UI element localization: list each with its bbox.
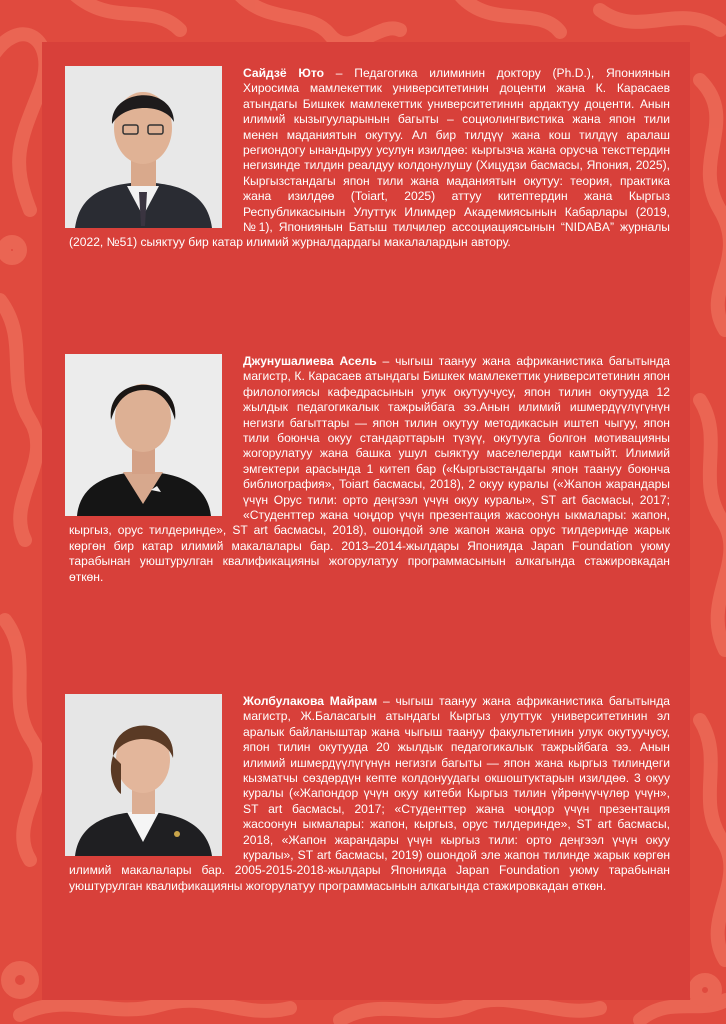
portrait-man-suit-icon <box>65 66 222 228</box>
profile-name: Сайдзё Юто <box>243 66 324 80</box>
portrait-woman-black-dress-icon <box>65 354 222 516</box>
profile-bio: – чыгыш таануу жана африканистика багытында магистр, К. Карасаев атындагы Бишкек мамлекеттик университетинин япон филологиясы кафедрасынын улук окутуучусу, япон тилин окутууда 12 жылдык педагогикалык тажрыйбага ээ.Анын илимий ишмердүүлүгүнүн негизги багыттары — япон тилин окутуу методикасын иштеп чыгуу, япон тили боюнча окуу стандарттарын түзүү, окутууга болгон мотивацияны жогорулатуу жана башка ушул сыяктуу маселелерди камтыйт. Илимий эмгектери арасында 1 китеп бар («Кыргызстандагы япон таануу боюнча библиография», Toiart басмасы, 2018), 2 окуу куралы («Жапон жарандары үчүн Орус тили: орто деңгээл үчүн окуу куралы», ST art басмасы, 2017; «Студенттер жана чоңдор үчүн презентация жасоонун ыкмалары: жапон, кыргыз, орус тилдеринде», ST art басмасы, 2018), ошондой эле жапон жана орус тилдеринде жарык көргөн бир катар илимий макалалары бар. 2013–2014-жылдары Японияда Japan Foundation уюму тарабынан уюштурулган квалификацияны жогорулатуу программасынын алкагында стажировкадан өткөн. <box>69 354 670 584</box>
profile-photo <box>65 694 222 856</box>
profile-entry <box>42 354 690 585</box>
content-panel <box>42 42 690 1000</box>
profile-name: Жолбулакова Майрам <box>243 694 378 708</box>
profile-name: Джунушалиева Асель <box>243 354 377 368</box>
profile-photo <box>65 354 222 516</box>
portrait-woman-blazer-icon <box>65 694 222 856</box>
profile-bio: – чыгыш таануу жана африканистика багытында магистр, Ж.Баласагын атындагы Кыргыз улуттук университетинин эл аралык байланыштар жана чыгыш таануу факультетинин улук окутуучусу, япон тилин окутууда 20 жылдык педагогикалык тажрыйбага ээ. Анын илимий ишмердүүлүгүнүн негизги багыты — япон жана кыргыз тилиндеги кызматчы сөздөрдүн кепте колдонуудагы окшоштуктарын изилдөө. 3 окуу куралы («Жапондор үчүн окуу китеби Кыргыз тилин үйрөнүүчүлөр үчүн», ST art басмасы, 2017; «Студенттер жана чоңдор үчүн презентация жасоонун ыкмалары: жапон, кыргыз, орус тилдеринде», ST art басмасы, 2018, «Жапон жарандары үчүн кыргыз тили: орто деңгээл үчүн окуу куралы», ST art басмасы, 2019) ошондой эле жапон тилинде жарык көргөн илимий макалалары бар. 2005-2015-2018-жылдары Японияда Japan Foundation уюму тарабынан уюштурулган квалификацияны жогорулатуу программасынын алкагында стажировкадан өткөн. <box>69 694 670 893</box>
profile-bio: – Педагогика илиминин доктору (Ph.D.), Япониянын Хиросима мамлекеттик университетинин доценти жана К. Карасаев атындагы Бишкек мамлекеттик университетинин ардактуу доценти. Анын илимий кызыгууларынын багыты – социолингвистика жана япон тили менен маданиятын окутуу. Ал бир тилдүү жана кош тилдүү аралаш региондогу ынандыруу усулун изилдөө: кыргызча жана орусча тексттердин негизинде тилдин реалдуу колдонулушу (Хицудзи басмасы, Япония, 2025), Кыргызстандагы япон тили жана маданиятын окутуу: теория, практика жана изилдөө (Toiart, 2025) аттуу китептердин жана Кыргыз Республикасынын Улуттук Илимдер Академиясынын Кабарлары (2019, №1), Япониянын Батыш тилчилер ассоциациясынын “NIDABA” журналы (2022, №51) сыяктуу бир катар илимий журналдардагы макалалардын автору. <box>69 66 670 250</box>
profile-entry <box>42 694 690 894</box>
profile-entry <box>42 66 690 251</box>
profile-photo <box>65 66 222 228</box>
